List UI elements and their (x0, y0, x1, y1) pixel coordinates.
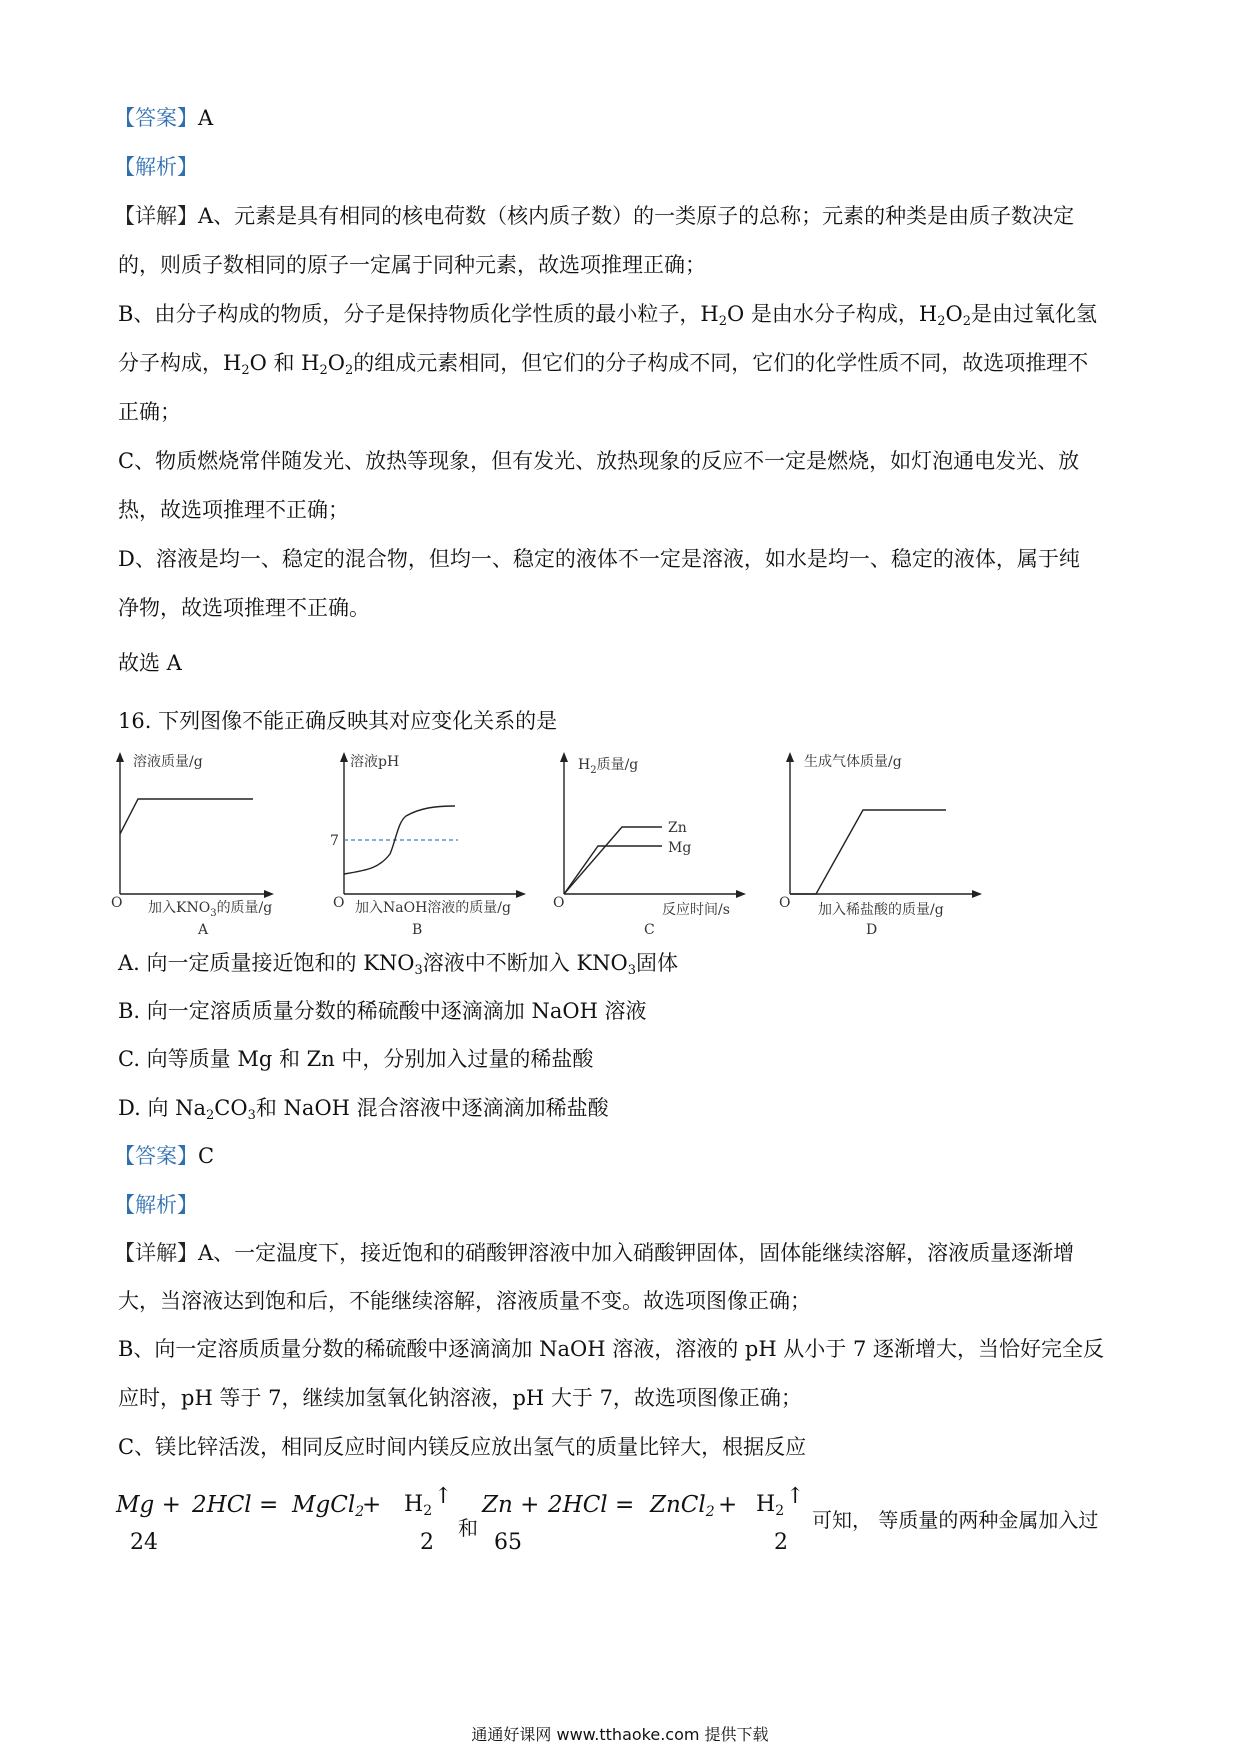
option-c: C. 向等质量 Mg 和 Zn 中，分别加入过量的稀盐酸 (118, 1047, 594, 1071)
subscript: 2 (206, 1108, 215, 1123)
detail-tag: 【详解】 (114, 204, 198, 228)
text: D. 向 Na (118, 1096, 207, 1120)
x-label: 加入$KNO_3$的质量/g (148, 900, 273, 919)
detail-line-b3: 正确； (118, 400, 181, 424)
equation-row (114, 1484, 1134, 1570)
eq-65: 65 (494, 1530, 522, 1555)
up-arrow-icon: ↑ (434, 1484, 453, 1509)
y-axis-arrow (340, 752, 348, 762)
detail-line: 应时，pH 等于 7，继续加氢氧化钠溶液，pH 大于 7，故选项图像正确； (118, 1386, 802, 1410)
text: O (945, 302, 963, 326)
subscript: 2 (962, 314, 972, 329)
x-label: 加入NaOH溶液的质量/g (355, 900, 511, 916)
subscript: 3 (414, 963, 423, 978)
eq-plus-1: + (362, 1492, 382, 1518)
caption: D (866, 922, 878, 938)
origin: O (333, 895, 345, 911)
analysis-tag (114, 152, 198, 182)
analysis-tag (114, 1190, 198, 1220)
subscript: 3 (247, 1108, 256, 1123)
eq-mg: Mg + (116, 1492, 181, 1518)
x-label: 反应时间/s (662, 902, 730, 918)
y-label: 溶液pH (350, 754, 400, 770)
text: 的组成元素相同，但它们的分子构成不同，它们的化学性质不同，故选项推理不 (353, 351, 1089, 375)
x-axis-arrow (972, 890, 982, 898)
curve (120, 799, 253, 834)
question-stem: 16. 下列图像不能正确反映其对应变化关系的是 (118, 709, 558, 733)
eq-h2-1: $H_2$ (404, 1492, 433, 1519)
text: O (327, 351, 345, 375)
eq-h2-2: $H_2$ (756, 1492, 785, 1519)
detail-line-b2 (118, 348, 1088, 378)
origin: O (553, 895, 565, 911)
subscript: 3 (627, 963, 637, 978)
analysis-label: 【解析】 (114, 155, 198, 179)
text: 是由过氧化氢 (971, 302, 1098, 326)
detail-line-c1: C、物质燃烧常伴随发光、放热等现象，但有发光、放热现象的反应不一定是燃烧，如灯泡通电发光、放 (118, 449, 1080, 473)
x-axis-arrow (516, 890, 526, 898)
caption: A (198, 922, 209, 938)
text: O 和 H (249, 351, 320, 375)
up-arrow-icon: ↑ (786, 1484, 805, 1509)
gas-curve (790, 810, 946, 894)
mg-line (564, 846, 662, 894)
x-label: 加入稀盐酸的质量/g (818, 902, 944, 918)
eq-hcl-1: 2HCl = (192, 1492, 279, 1518)
detail-line: C、镁比锌活泼，相同反应时间内镁反应放出氢气的质量比锌大，根据反应 (118, 1435, 807, 1459)
y-axis-arrow (786, 752, 794, 762)
subscript: 2 (241, 363, 250, 378)
text: 和 NaOH 混合溶液中逐滴滴加稀盐酸 (255, 1096, 609, 1120)
text: 固体 (636, 951, 679, 975)
subscript: 2 (319, 363, 328, 378)
series-zn: Zn (668, 820, 687, 836)
text: B、由分子构成的物质，分子是保持物质化学性质的最小粒子，H (118, 302, 719, 326)
subscript: 2 (345, 363, 354, 378)
graph-d (776, 742, 996, 946)
eq-2-a: 2 (420, 1530, 434, 1555)
y-label: 溶液质量/g (133, 754, 203, 770)
detail-text: A、一定温度下，接近饱和的硝酸钾溶液中加入硝酸钾固体，固体能继续溶解，溶液质量逐渐增 (198, 1241, 1075, 1265)
x-axis-arrow (264, 890, 274, 898)
answer-value: A (198, 106, 214, 130)
caption: B (412, 922, 423, 938)
option-b: B. 向一定溶质质量分数的稀硫酸中逐滴滴加 NaOH 溶液 (118, 999, 647, 1023)
graph-a (108, 742, 318, 946)
subscript: 2 (937, 314, 946, 329)
detail-text: A、元素是具有相同的核电荷数（核内质子数）的一类原子的总称；元素的种类是由质子数决定 (198, 204, 1075, 228)
graph-c (550, 742, 760, 946)
detail-tag: 【详解】 (114, 1241, 198, 1265)
origin: O (779, 895, 791, 911)
answer-line (114, 103, 213, 133)
detail-line-d1: D、溶液是均一、稳定的混合物，但均一、稳定的液体不一定是溶液，如水是均一、稳定的液体，属于纯 (118, 547, 1080, 571)
detail-line-d2: 净物，故选项推理不正确。 (118, 596, 370, 620)
y-axis-arrow (116, 752, 124, 762)
eq-mgcl: MgCl$_2$ (292, 1492, 365, 1520)
detail-line (114, 201, 1074, 231)
eq-2-b: 2 (774, 1530, 788, 1555)
eq-tail: 可知， 等质量的两种金属加入过 (812, 1508, 1099, 1532)
detail-line (114, 1238, 1074, 1268)
answer-line (114, 1141, 214, 1171)
eq-hcl-2: 2HCl = (548, 1492, 635, 1518)
eq-plus-2: + (718, 1492, 738, 1518)
y-label: 生成气体质量/g (804, 754, 902, 770)
answer-tag: 【答案】 (114, 106, 198, 130)
detail-line: 大，当溶液达到饱和后，不能继续溶解，溶液质量不变。故选项图像正确； (118, 1289, 811, 1313)
origin: O (111, 895, 123, 911)
eq-and: 和 (458, 1516, 478, 1540)
eq-zncl: ZnCl$_2$ (650, 1492, 715, 1520)
detail-line (118, 250, 706, 280)
detail-line-b (118, 299, 1097, 329)
analysis-label: 【解析】 (114, 1193, 198, 1217)
caption: C (644, 922, 655, 938)
text: A. 向一定质量接近饱和的 KNO (118, 951, 415, 975)
text: CO (214, 1096, 248, 1120)
detail-line-c2: 热，故选项推理不正确； (118, 498, 349, 522)
eq-24: 24 (130, 1530, 158, 1555)
text: 分子构成，H (118, 351, 242, 375)
text: O 是由水分子构成，H (727, 302, 938, 326)
zn-line (564, 827, 662, 894)
series-mg: Mg (668, 840, 692, 856)
option-a (118, 948, 678, 978)
footer: 通通好课网 www.tthaoke.com 提供下载 (471, 1725, 769, 1744)
y-axis-arrow (560, 752, 568, 762)
choose-line: 故选 A (118, 651, 182, 675)
eq-zn: Zn + (482, 1492, 540, 1518)
text: 溶液中不断加入 KNO (422, 951, 628, 975)
tick-7: 7 (330, 833, 339, 849)
graph-b (330, 742, 550, 946)
detail-text: 的，则质子数相同的原子一定属于同种元素，故选项推理正确； (118, 253, 706, 277)
x-axis-arrow (736, 890, 746, 898)
option-d (118, 1093, 609, 1123)
answer-value: C (198, 1144, 215, 1168)
subscript: 2 (718, 314, 728, 329)
detail-line: B、向一定溶质质量分数的稀硫酸中逐滴滴加 NaOH 溶液，溶液的 pH 从小于 7 逐渐增大，当恰好完全反 (118, 1337, 1105, 1361)
y-label: $H_2$质量/g (578, 757, 639, 776)
answer-tag: 【答案】 (114, 1144, 198, 1168)
